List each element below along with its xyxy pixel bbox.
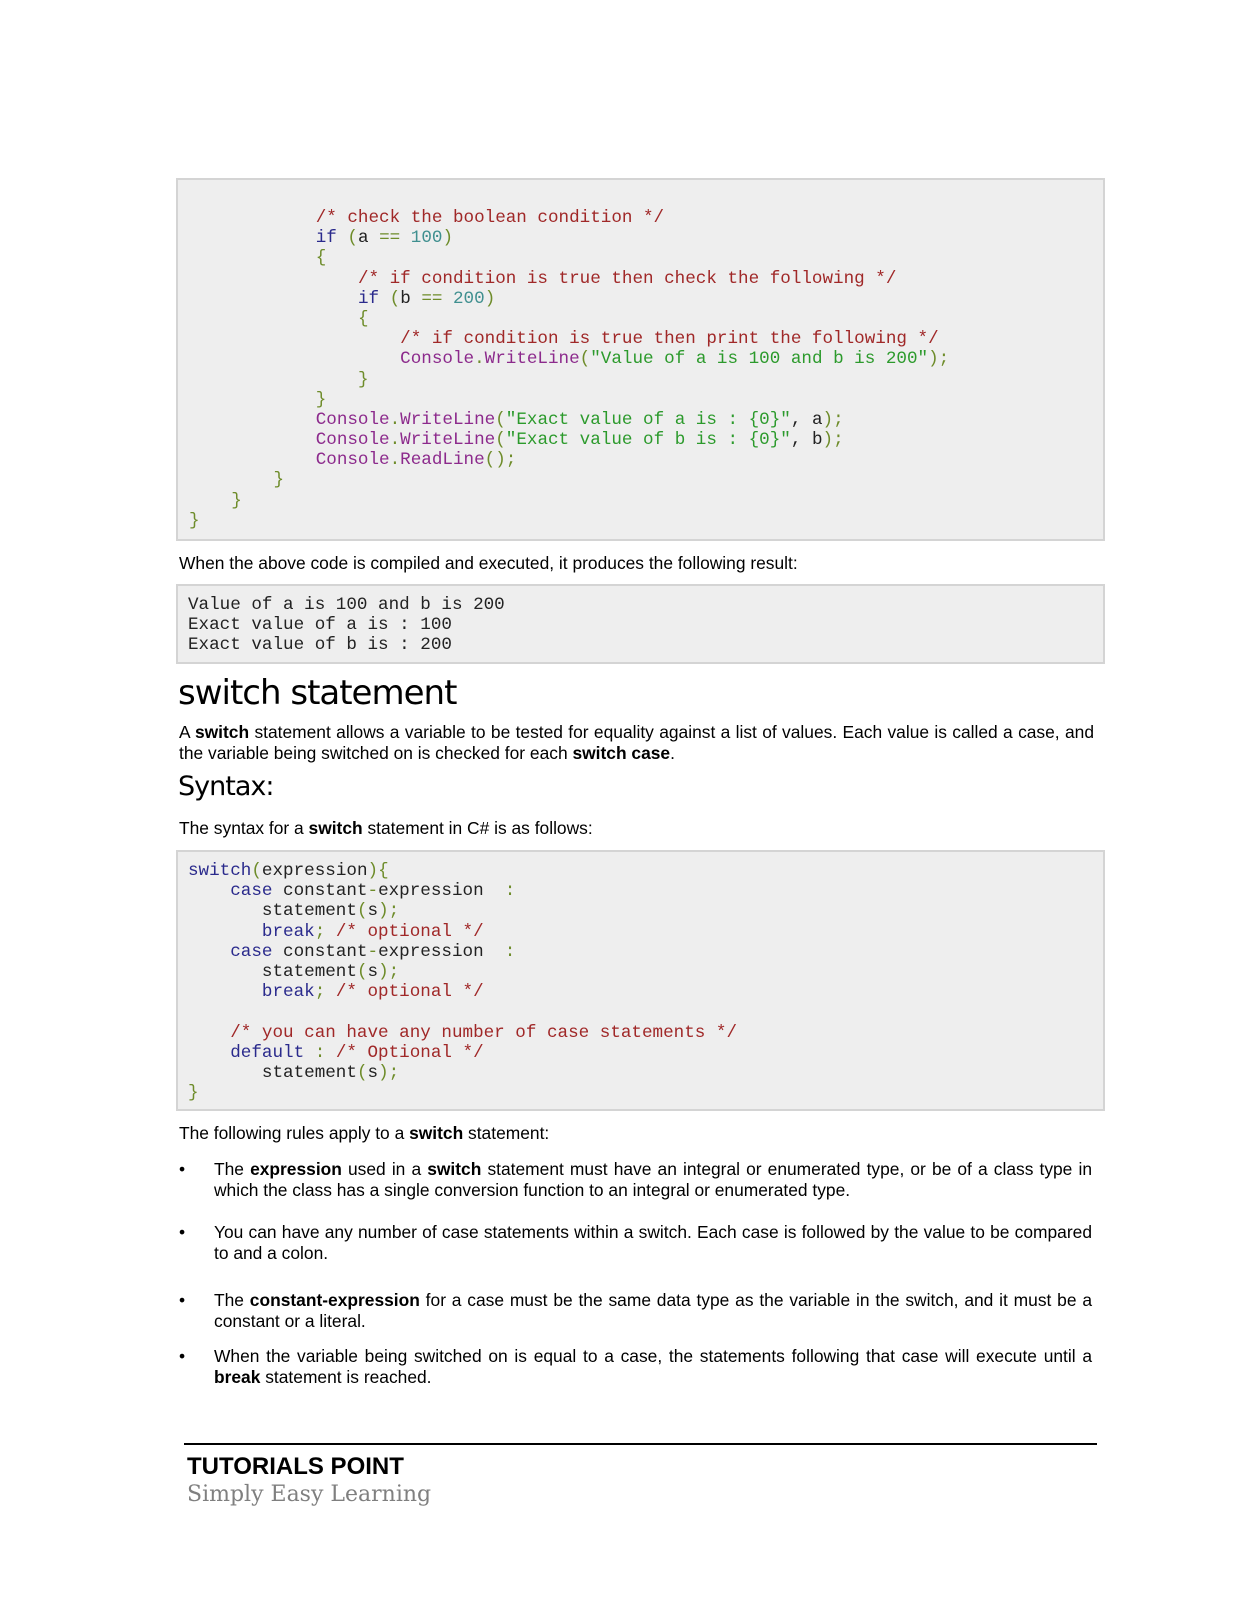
- code-block-switch-syntax-text: [178, 852, 1103, 1103]
- code-token: ();: [484, 450, 517, 471]
- code-token: ==: [421, 288, 443, 309]
- text-run: The following rules apply to a: [179, 1123, 410, 1143]
- section-heading-switch: switch statement: [178, 673, 457, 713]
- code-line: [189, 349, 1103, 369]
- code-token: case: [230, 881, 273, 902]
- code-token: switch: [188, 861, 252, 881]
- code-token: expression: [378, 941, 505, 962]
- code-token: }: [273, 470, 285, 491]
- code-token: break: [261, 982, 315, 1003]
- code-token: :: [504, 881, 516, 902]
- code-token: ): [484, 288, 496, 309]
- code-line: [189, 289, 1103, 309]
- rule-text: [214, 1159, 1092, 1200]
- text-run: The: [214, 1159, 251, 1179]
- bold-term: switch: [409, 1123, 464, 1143]
- code-token: [189, 370, 358, 390]
- text-run: for a case must be the same data type as the variable in the switch, and it must be a constant or a literal.: [214, 1290, 1092, 1331]
- code-line: [188, 962, 1103, 982]
- code-token: [337, 228, 348, 248]
- bold-term: switch: [194, 722, 250, 742]
- code-token: [189, 410, 316, 430]
- code-token: );: [378, 961, 400, 982]
- code-token: (: [356, 961, 368, 982]
- syntax-heading: Syntax:: [178, 771, 274, 802]
- bold-term: break: [214, 1366, 261, 1387]
- bullet-icon: •: [179, 1346, 186, 1366]
- code-token: , a: [790, 409, 823, 430]
- code-token: {: [315, 248, 327, 269]
- text-run: A: [179, 722, 195, 742]
- code-token: [189, 309, 358, 329]
- code-token: case: [230, 941, 273, 962]
- code-token: );: [378, 1062, 400, 1083]
- code-token: );: [378, 901, 400, 922]
- code-token: s: [367, 961, 379, 982]
- code-token: :: [314, 1042, 326, 1063]
- code-token: [188, 901, 262, 921]
- code-token: [189, 349, 400, 369]
- code-token: }: [188, 1083, 199, 1104]
- code-line: [189, 511, 1103, 531]
- code-token: [189, 450, 316, 470]
- code-token: [188, 942, 230, 962]
- code-line: [189, 491, 1103, 511]
- code-token: Console: [315, 409, 390, 430]
- code-token: [188, 922, 262, 942]
- code-line: [189, 390, 1103, 410]
- code-line: [189, 208, 1103, 228]
- footer-divider: [184, 1443, 1097, 1445]
- code-line: [188, 861, 1103, 881]
- switch-intro-text: [179, 722, 1094, 763]
- code-token: }: [189, 510, 200, 531]
- code-token: [189, 390, 316, 410]
- code-line: [189, 430, 1103, 450]
- code-token: [304, 1043, 315, 1063]
- code-token: "Exact value of b is : {0}": [505, 430, 791, 451]
- code-token: [189, 329, 400, 349]
- code-token: ReadLine: [400, 450, 485, 471]
- code-token: .: [389, 409, 401, 430]
- footer-tagline: Simply Easy Learning: [187, 1482, 432, 1507]
- code-token: statement: [261, 901, 357, 922]
- rule-text: [214, 1222, 1092, 1263]
- code-line: [188, 1023, 1103, 1043]
- code-token: ;: [314, 982, 326, 1003]
- code-token: ): [442, 228, 454, 249]
- text-run: statement in C# is as follows:: [362, 818, 593, 838]
- code-token: /* check the boolean condition */: [315, 208, 665, 228]
- code-token: 200: [453, 288, 485, 309]
- footer-brand: TUTORIALS POINT: [187, 1453, 404, 1480]
- text-run: statement must have an integral or enumerated type, or be of a class type in which the class has a single conversion function to an integral or enumerated type.: [214, 1159, 1092, 1200]
- bullet-icon: •: [179, 1290, 186, 1310]
- bullet-icon: •: [179, 1222, 186, 1242]
- code-token: "Value of a is 100 and b is 200": [590, 349, 929, 370]
- text-run: .: [670, 742, 675, 763]
- code-token: if: [357, 288, 380, 309]
- code-token: expression: [261, 861, 368, 881]
- output-block-text: [178, 586, 1103, 656]
- rule-text: [214, 1346, 1092, 1387]
- code-token: :: [504, 941, 516, 962]
- code-token: }: [315, 389, 327, 410]
- code-token: Console: [400, 349, 475, 370]
- code-line: [188, 1083, 1103, 1103]
- code-token: [189, 208, 316, 228]
- code-token: 100: [410, 228, 443, 249]
- code-token: s: [367, 1062, 379, 1083]
- code-line: [189, 470, 1103, 490]
- code-token: .: [474, 349, 485, 370]
- code-line: [188, 922, 1103, 942]
- code-line: [188, 635, 1103, 655]
- code-line: [189, 309, 1103, 329]
- code-line: [189, 248, 1103, 268]
- text-run: statement is reached.: [260, 1366, 432, 1387]
- code-token: (: [495, 430, 506, 451]
- code-token: );: [822, 409, 844, 430]
- text-run: The syntax for a: [179, 818, 309, 838]
- text-run: You can have any number of case statements within a switch. Each case is followed by the value to be compared to and a colon.: [214, 1222, 1092, 1263]
- code-token: expression: [378, 881, 505, 902]
- code-line: [188, 1043, 1103, 1063]
- text-run: statement:: [463, 1123, 550, 1143]
- text-run: used in a: [341, 1159, 428, 1179]
- code-token: /* if condition is true then check the following */: [357, 268, 897, 289]
- code-token: }: [357, 369, 369, 390]
- code-token: ==: [379, 228, 401, 249]
- code-token: a: [357, 228, 380, 249]
- result-intro-text: When the above code is compiled and executed, it produces the following result:: [179, 553, 798, 573]
- code-token: constant: [272, 881, 368, 902]
- code-token: [325, 982, 336, 1002]
- code-token: [189, 289, 358, 309]
- code-token: WriteLine: [400, 409, 496, 430]
- code-block-nested-if-text: [178, 180, 1103, 531]
- code-token: (: [251, 861, 262, 881]
- code-token: [379, 289, 390, 309]
- code-token: (: [347, 228, 358, 249]
- code-line: [189, 329, 1103, 349]
- code-token: statement: [261, 961, 357, 982]
- code-token: Exact value of b is : 200: [188, 635, 452, 656]
- code-block-nested-if: [176, 178, 1105, 541]
- code-token: [325, 1043, 336, 1063]
- code-token: constant: [272, 941, 368, 962]
- code-token: .: [389, 450, 401, 471]
- code-token: [188, 982, 262, 1002]
- code-token: ){: [367, 861, 389, 881]
- code-token: WriteLine: [400, 430, 496, 451]
- code-token: [325, 922, 336, 942]
- code-token: (: [579, 349, 591, 370]
- code-token: }: [231, 490, 242, 511]
- code-line: [188, 982, 1103, 1002]
- code-token: (: [356, 901, 368, 922]
- code-token: (: [389, 288, 401, 309]
- code-line: [189, 370, 1103, 390]
- code-token: [189, 269, 358, 289]
- code-line: [188, 881, 1103, 901]
- rule-text: [214, 1290, 1092, 1331]
- code-line: [189, 450, 1103, 470]
- code-token: [442, 289, 453, 309]
- code-token: (: [495, 409, 506, 430]
- code-token: [400, 228, 411, 248]
- code-token: statement: [261, 1062, 357, 1083]
- code-token: );: [822, 430, 844, 451]
- code-token: {: [357, 308, 369, 329]
- code-line: [188, 595, 1103, 615]
- bold-term: switch: [308, 818, 363, 838]
- bold-term: switch: [427, 1159, 482, 1179]
- code-token: /* you can have any number of case statements */: [230, 1022, 738, 1043]
- text-run: statement allows a variable to be tested for equality against a list of values. Each value is called a case, and the variable being switched on is checked for each: [179, 722, 1094, 763]
- code-line: [188, 901, 1103, 921]
- code-line: [188, 942, 1103, 962]
- code-token: .: [389, 430, 401, 451]
- code-token: break: [261, 921, 315, 942]
- code-token: Value of a is 100 and b is 200: [188, 595, 505, 615]
- code-token: -: [367, 881, 379, 902]
- code-line: [189, 410, 1103, 430]
- code-token: WriteLine: [484, 349, 580, 370]
- code-block-switch-syntax: [176, 850, 1105, 1111]
- code-token: [189, 228, 316, 248]
- bold-term: expression: [250, 1159, 342, 1179]
- bold-term: switch case: [572, 742, 671, 763]
- code-token: [188, 1023, 230, 1043]
- code-line: [189, 269, 1103, 289]
- code-token: (: [356, 1062, 368, 1083]
- text-run: When the variable being switched on is equal to a case, the statements following that case will execute until a: [214, 1346, 1092, 1366]
- code-token: /* Optional */: [335, 1042, 484, 1063]
- code-token: );: [928, 349, 950, 370]
- bullet-icon: •: [179, 1159, 186, 1179]
- code-token: [189, 470, 273, 490]
- rules-intro-text: [179, 1123, 1094, 1144]
- code-line: [188, 615, 1103, 635]
- code-token: [188, 962, 262, 982]
- code-token: [189, 491, 231, 511]
- code-token: [188, 1063, 262, 1083]
- code-token: default: [230, 1042, 305, 1063]
- code-token: /* optional */: [335, 921, 484, 942]
- code-token: [189, 430, 316, 450]
- code-token: ;: [314, 921, 326, 942]
- code-token: if: [315, 228, 337, 249]
- code-token: , b: [790, 430, 823, 451]
- syntax-intro-text: [179, 818, 1094, 839]
- code-token: /* if condition is true then print the following */: [400, 329, 939, 350]
- text-run: The: [214, 1290, 250, 1310]
- code-line: [188, 1002, 1103, 1022]
- code-token: b: [400, 288, 422, 309]
- code-line: [188, 1063, 1103, 1083]
- code-token: [189, 248, 316, 268]
- code-token: Console: [315, 430, 390, 451]
- code-line: [189, 228, 1103, 248]
- code-token: -: [367, 941, 379, 962]
- code-token: [188, 881, 230, 901]
- code-token: s: [367, 901, 379, 922]
- code-token: "Exact value of a is : {0}": [505, 409, 791, 430]
- bold-term: constant-expression: [249, 1290, 420, 1310]
- output-block: [176, 584, 1105, 664]
- code-token: Exact value of a is : 100: [188, 615, 452, 636]
- code-token: /* optional */: [335, 982, 484, 1003]
- code-token: Console: [315, 450, 390, 471]
- code-token: [188, 1043, 230, 1063]
